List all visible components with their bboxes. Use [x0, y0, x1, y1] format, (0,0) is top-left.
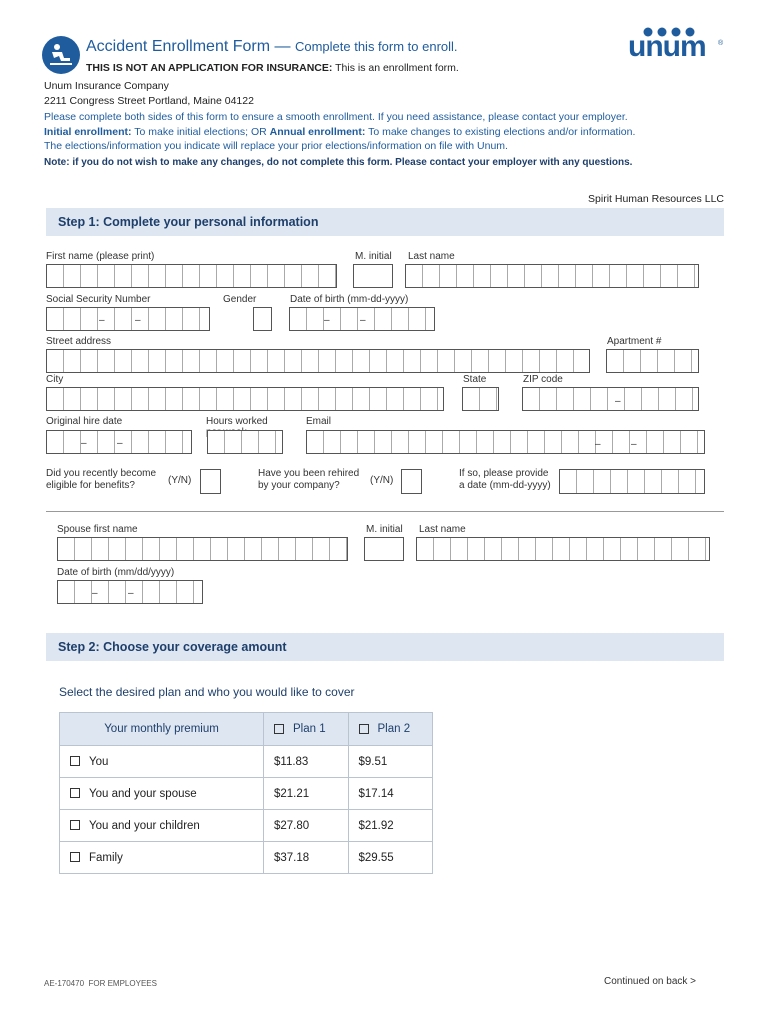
instructions: Please complete both sides of this form to ensure a smooth enrollment. If you need assistance, please contact your employer. — [44, 111, 628, 123]
gender-label: Gender — [223, 294, 257, 305]
continued-link: Continued on back > — [604, 976, 697, 987]
rehire-date-label: If so, please provide a date (mm-dd-yyyy) — [459, 468, 551, 491]
plan1-checkbox[interactable] — [274, 724, 284, 734]
eligible-input[interactable] — [200, 469, 221, 494]
plan1-price: $37.18 — [264, 842, 349, 874]
spouse-dob-label: Date of birth (mm/dd/yyyy) — [57, 567, 175, 578]
form-icon — [42, 36, 80, 74]
city-label: City — [46, 374, 64, 385]
coverage-checkbox[interactable] — [70, 852, 80, 862]
form-code: AE-170470 FOR EMPLOYEES — [44, 979, 157, 988]
plan2-header[interactable]: Plan 2 — [348, 713, 433, 746]
dob-label: Date of birth (mm-dd-yyyy) — [290, 294, 409, 305]
hire-date-input[interactable]: – – — [46, 430, 192, 454]
employer-name: Spirit Human Resources LLC — [588, 193, 724, 205]
state-label: State — [463, 374, 487, 385]
hours-input[interactable] — [207, 430, 283, 454]
spouse-mi-input[interactable] — [364, 537, 404, 561]
plan1-price: $27.80 — [264, 810, 349, 842]
form-title: Accident Enrollment Form — Complete this form to enroll. — [86, 38, 458, 55]
eligible-yn: (Y/N) — [168, 475, 192, 486]
dob-input[interactable]: – – — [289, 307, 435, 331]
table-row[interactable]: You and your spouse $21.21 $17.14 — [60, 778, 433, 810]
spouse-first-label: Spouse first name — [57, 524, 138, 535]
table-row[interactable]: You and your children $27.80 $21.92 — [60, 810, 433, 842]
rehired-input[interactable] — [401, 469, 422, 494]
table-row[interactable]: You $11.83 $9.51 — [60, 746, 433, 778]
replace-note: The elections/information you indicate will replace your prior elections/information on file with Unum. — [44, 140, 508, 152]
ssn-label: Social Security Number — [46, 294, 151, 305]
gender-input[interactable] — [253, 307, 272, 331]
zip-label: ZIP code — [523, 374, 563, 385]
note: Note: if you do not wish to make any changes, do not complete this form. Please contact your employer with any questions. — [44, 157, 633, 168]
premium-table — [59, 712, 433, 874]
rehire-date-input[interactable] — [559, 469, 705, 494]
spouse-dob-input[interactable]: – – — [57, 580, 203, 604]
table-header-row — [60, 713, 433, 746]
divider — [46, 511, 724, 512]
enrollment-types: Initial enrollment: To make initial elections; OR Annual enrollment: To make changes to existing elections and/or information. — [44, 126, 636, 138]
plan1-price: $21.21 — [264, 778, 349, 810]
table-row[interactable]: Family $37.18 $29.55 — [60, 842, 433, 874]
step1-header: Step 1: Complete your personal information — [46, 208, 724, 236]
street-label: Street address — [46, 336, 112, 347]
coverage-checkbox[interactable] — [70, 756, 80, 766]
email-label: Email — [306, 416, 332, 427]
plan2-price: $17.14 — [348, 778, 433, 810]
ssn-input[interactable]: – – — [46, 307, 210, 331]
state-input[interactable] — [462, 387, 499, 411]
hours-label: Hours worked — [206, 416, 268, 427]
coverage-checkbox[interactable] — [70, 788, 80, 798]
step2-header: Step 2: Choose your coverage amount — [46, 633, 724, 661]
premium-header: Your monthly premium — [60, 713, 264, 746]
street-input[interactable] — [46, 349, 590, 373]
rehired-yn: (Y/N) — [370, 475, 394, 486]
coverage-intro: Select the desired plan and who you would like to cover — [59, 685, 355, 699]
notice: THIS IS NOT AN APPLICATION FOR INSURANCE: This is an enrollment form. — [86, 62, 459, 74]
spouse-last-label: Last name — [419, 524, 466, 535]
plan2-price: $9.51 — [348, 746, 433, 778]
apartment-input[interactable] — [606, 349, 699, 373]
m-initial-label: M. initial — [355, 251, 392, 262]
plan1-header[interactable]: Plan 1 — [264, 713, 349, 746]
spouse-last-input[interactable] — [416, 537, 710, 561]
company-address: 2211 Congress Street Portland, Maine 04122 — [44, 95, 254, 107]
last-name-input[interactable] — [405, 264, 699, 288]
hire-date-label: Original hire date — [46, 416, 123, 427]
city-input[interactable] — [46, 387, 444, 411]
plan2-price: $21.92 — [348, 810, 433, 842]
spouse-first-input[interactable] — [57, 537, 348, 561]
plan2-checkbox[interactable] — [359, 724, 369, 734]
coverage-checkbox[interactable] — [70, 820, 80, 830]
last-name-label: Last name — [408, 251, 455, 262]
first-name-label: First name (please print) — [46, 251, 155, 262]
first-name-input[interactable] — [46, 264, 337, 288]
company-name: Unum Insurance Company — [44, 80, 169, 92]
apartment-label: Apartment # — [607, 336, 662, 347]
eligible-label: Did you recently become eligible for benefits? — [46, 468, 157, 491]
plan1-price: $11.83 — [264, 746, 349, 778]
m-initial-input[interactable] — [353, 264, 393, 288]
spouse-mi-label: M. initial — [366, 524, 403, 535]
zip-input[interactable]: – — [522, 387, 699, 411]
email-input[interactable]: – – — [306, 430, 705, 454]
rehired-label: Have you been rehired by your company? — [258, 468, 360, 491]
unum-logo: unum ® — [628, 26, 728, 66]
plan2-price: $29.55 — [348, 842, 433, 874]
